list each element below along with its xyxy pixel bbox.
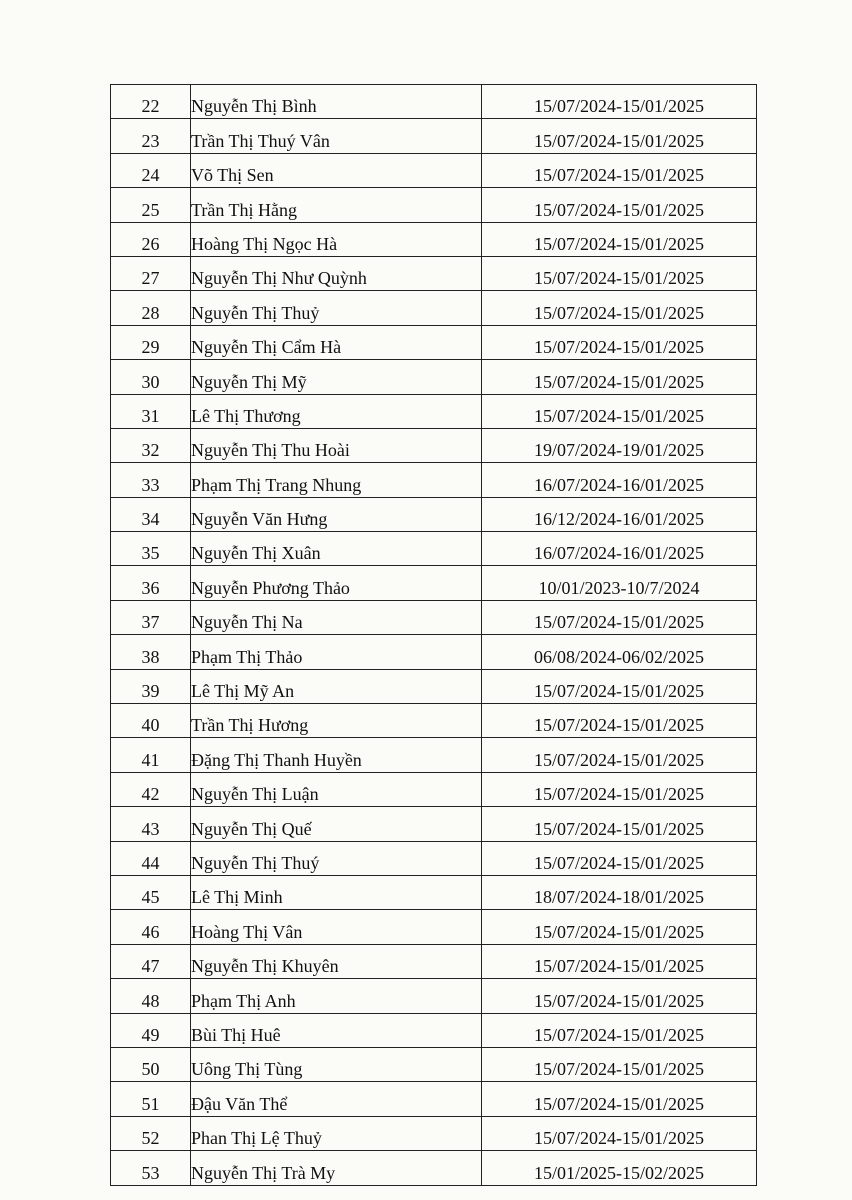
person-name: Nguyễn Thị Xuân: [191, 532, 482, 566]
table-row: [111, 772, 757, 806]
date-range: 15/07/2024-15/01/2025: [482, 188, 757, 222]
row-number: 33: [111, 463, 191, 497]
date-range: 15/07/2024-15/01/2025: [482, 1116, 757, 1150]
table-row: [111, 566, 757, 600]
date-range: 15/01/2025-15/02/2025: [482, 1151, 757, 1185]
person-name: Nguyễn Thị Khuyên: [191, 944, 482, 978]
person-name: Trần Thị Thuý Vân: [191, 119, 482, 153]
table-row: [111, 807, 757, 841]
date-range: 15/07/2024-15/01/2025: [482, 841, 757, 875]
table-row: [111, 841, 757, 875]
table-row: [111, 669, 757, 703]
row-number: 41: [111, 738, 191, 772]
date-range: 15/07/2024-15/01/2025: [482, 222, 757, 256]
row-number: 53: [111, 1151, 191, 1185]
date-range: 15/07/2024-15/01/2025: [482, 669, 757, 703]
person-name: Nguyễn Thị Luận: [191, 772, 482, 806]
row-number: 40: [111, 704, 191, 738]
table-row: [111, 600, 757, 634]
person-name: Phạm Thị Trang Nhung: [191, 463, 482, 497]
row-number: 39: [111, 669, 191, 703]
row-number: 30: [111, 360, 191, 394]
person-name: Phạm Thị Anh: [191, 979, 482, 1013]
person-name: Lê Thị Minh: [191, 875, 482, 909]
row-number: 50: [111, 1047, 191, 1081]
person-name: Bùi Thị Huê: [191, 1013, 482, 1047]
person-name: Nguyễn Phương Thảo: [191, 566, 482, 600]
table-row: [111, 1116, 757, 1150]
row-number: 32: [111, 428, 191, 462]
date-range: 19/07/2024-19/01/2025: [482, 428, 757, 462]
date-range: 15/07/2024-15/01/2025: [482, 738, 757, 772]
table-row: [111, 463, 757, 497]
row-number: 28: [111, 291, 191, 325]
date-range: 10/01/2023-10/7/2024: [482, 566, 757, 600]
date-range: 15/07/2024-15/01/2025: [482, 360, 757, 394]
row-number: 48: [111, 979, 191, 1013]
person-name: Lê Thị Mỹ An: [191, 669, 482, 703]
person-name: Hoàng Thị Vân: [191, 910, 482, 944]
row-number: 42: [111, 772, 191, 806]
date-range: 06/08/2024-06/02/2025: [482, 635, 757, 669]
date-range: 18/07/2024-18/01/2025: [482, 875, 757, 909]
table-row: [111, 325, 757, 359]
person-name: Nguyễn Thị Thu Hoài: [191, 428, 482, 462]
red-stamp-edge: [842, 215, 852, 345]
date-range: 15/07/2024-15/01/2025: [482, 1013, 757, 1047]
person-name: Nguyễn Thị Cẩm Hà: [191, 325, 482, 359]
date-range: 15/07/2024-15/01/2025: [482, 910, 757, 944]
table-row: [111, 428, 757, 462]
date-range: 15/07/2024-15/01/2025: [482, 704, 757, 738]
date-range: 15/07/2024-15/01/2025: [482, 119, 757, 153]
records-table: [110, 84, 757, 1186]
date-range: 16/07/2024-16/01/2025: [482, 532, 757, 566]
date-range: 16/12/2024-16/01/2025: [482, 497, 757, 531]
row-number: 25: [111, 188, 191, 222]
table-row: [111, 1151, 757, 1185]
person-name: Nguyễn Thị Thuỷ: [191, 291, 482, 325]
date-range: 15/07/2024-15/01/2025: [482, 600, 757, 634]
person-name: Phạm Thị Thảo: [191, 635, 482, 669]
row-number: 44: [111, 841, 191, 875]
table-row: [111, 497, 757, 531]
row-number: 46: [111, 910, 191, 944]
row-number: 45: [111, 875, 191, 909]
date-range: 15/07/2024-15/01/2025: [482, 979, 757, 1013]
person-name: Nguyễn Thị Như Quỳnh: [191, 256, 482, 290]
person-name: Nguyễn Thị Mỹ: [191, 360, 482, 394]
date-range: 15/07/2024-15/01/2025: [482, 772, 757, 806]
date-range: 16/07/2024-16/01/2025: [482, 463, 757, 497]
date-range: 15/07/2024-15/01/2025: [482, 394, 757, 428]
table-row: [111, 153, 757, 187]
person-name: Nguyễn Thị Na: [191, 600, 482, 634]
person-name: Nguyễn Thị Bình: [191, 85, 482, 119]
row-number: 52: [111, 1116, 191, 1150]
table-row: [111, 222, 757, 256]
table-row: [111, 360, 757, 394]
table-row: [111, 875, 757, 909]
row-number: 51: [111, 1082, 191, 1116]
row-number: 35: [111, 532, 191, 566]
date-range: 15/07/2024-15/01/2025: [482, 291, 757, 325]
person-name: Lê Thị Thương: [191, 394, 482, 428]
person-name: Uông Thị Tùng: [191, 1047, 482, 1081]
date-range: 15/07/2024-15/01/2025: [482, 1082, 757, 1116]
person-name: Phan Thị Lệ Thuỷ: [191, 1116, 482, 1150]
records-table-body: [111, 85, 757, 1186]
date-range: 15/07/2024-15/01/2025: [482, 256, 757, 290]
table-row: [111, 635, 757, 669]
person-name: Trần Thị Hằng: [191, 188, 482, 222]
table-row: [111, 532, 757, 566]
table-row: [111, 704, 757, 738]
row-number: 22: [111, 85, 191, 119]
table-row: [111, 1013, 757, 1047]
table-row: [111, 910, 757, 944]
table-row: [111, 85, 757, 119]
row-number: 31: [111, 394, 191, 428]
row-number: 27: [111, 256, 191, 290]
table-row: [111, 738, 757, 772]
date-range: 15/07/2024-15/01/2025: [482, 944, 757, 978]
person-name: Hoàng Thị Ngọc Hà: [191, 222, 482, 256]
table-row: [111, 944, 757, 978]
person-name: Đặng Thị Thanh Huyền: [191, 738, 482, 772]
row-number: 24: [111, 153, 191, 187]
person-name: Nguyễn Thị Quế: [191, 807, 482, 841]
row-number: 26: [111, 222, 191, 256]
table-row: [111, 979, 757, 1013]
table-row: [111, 1082, 757, 1116]
table-row: [111, 256, 757, 290]
table-row: [111, 188, 757, 222]
row-number: 34: [111, 497, 191, 531]
person-name: Nguyễn Thị Trà My: [191, 1151, 482, 1185]
date-range: 15/07/2024-15/01/2025: [482, 325, 757, 359]
person-name: Nguyễn Văn Hưng: [191, 497, 482, 531]
row-number: 43: [111, 807, 191, 841]
date-range: 15/07/2024-15/01/2025: [482, 153, 757, 187]
row-number: 37: [111, 600, 191, 634]
person-name: Đậu Văn Thể: [191, 1082, 482, 1116]
person-name: Trần Thị Hương: [191, 704, 482, 738]
table-row: [111, 119, 757, 153]
table-row: [111, 394, 757, 428]
date-range: 15/07/2024-15/01/2025: [482, 85, 757, 119]
row-number: 29: [111, 325, 191, 359]
row-number: 49: [111, 1013, 191, 1047]
row-number: 23: [111, 119, 191, 153]
table-row: [111, 1047, 757, 1081]
person-name: Võ Thị Sen: [191, 153, 482, 187]
date-range: 15/07/2024-15/01/2025: [482, 1047, 757, 1081]
table-row: [111, 291, 757, 325]
row-number: 38: [111, 635, 191, 669]
row-number: 47: [111, 944, 191, 978]
person-name: Nguyễn Thị Thuý: [191, 841, 482, 875]
row-number: 36: [111, 566, 191, 600]
date-range: 15/07/2024-15/01/2025: [482, 807, 757, 841]
